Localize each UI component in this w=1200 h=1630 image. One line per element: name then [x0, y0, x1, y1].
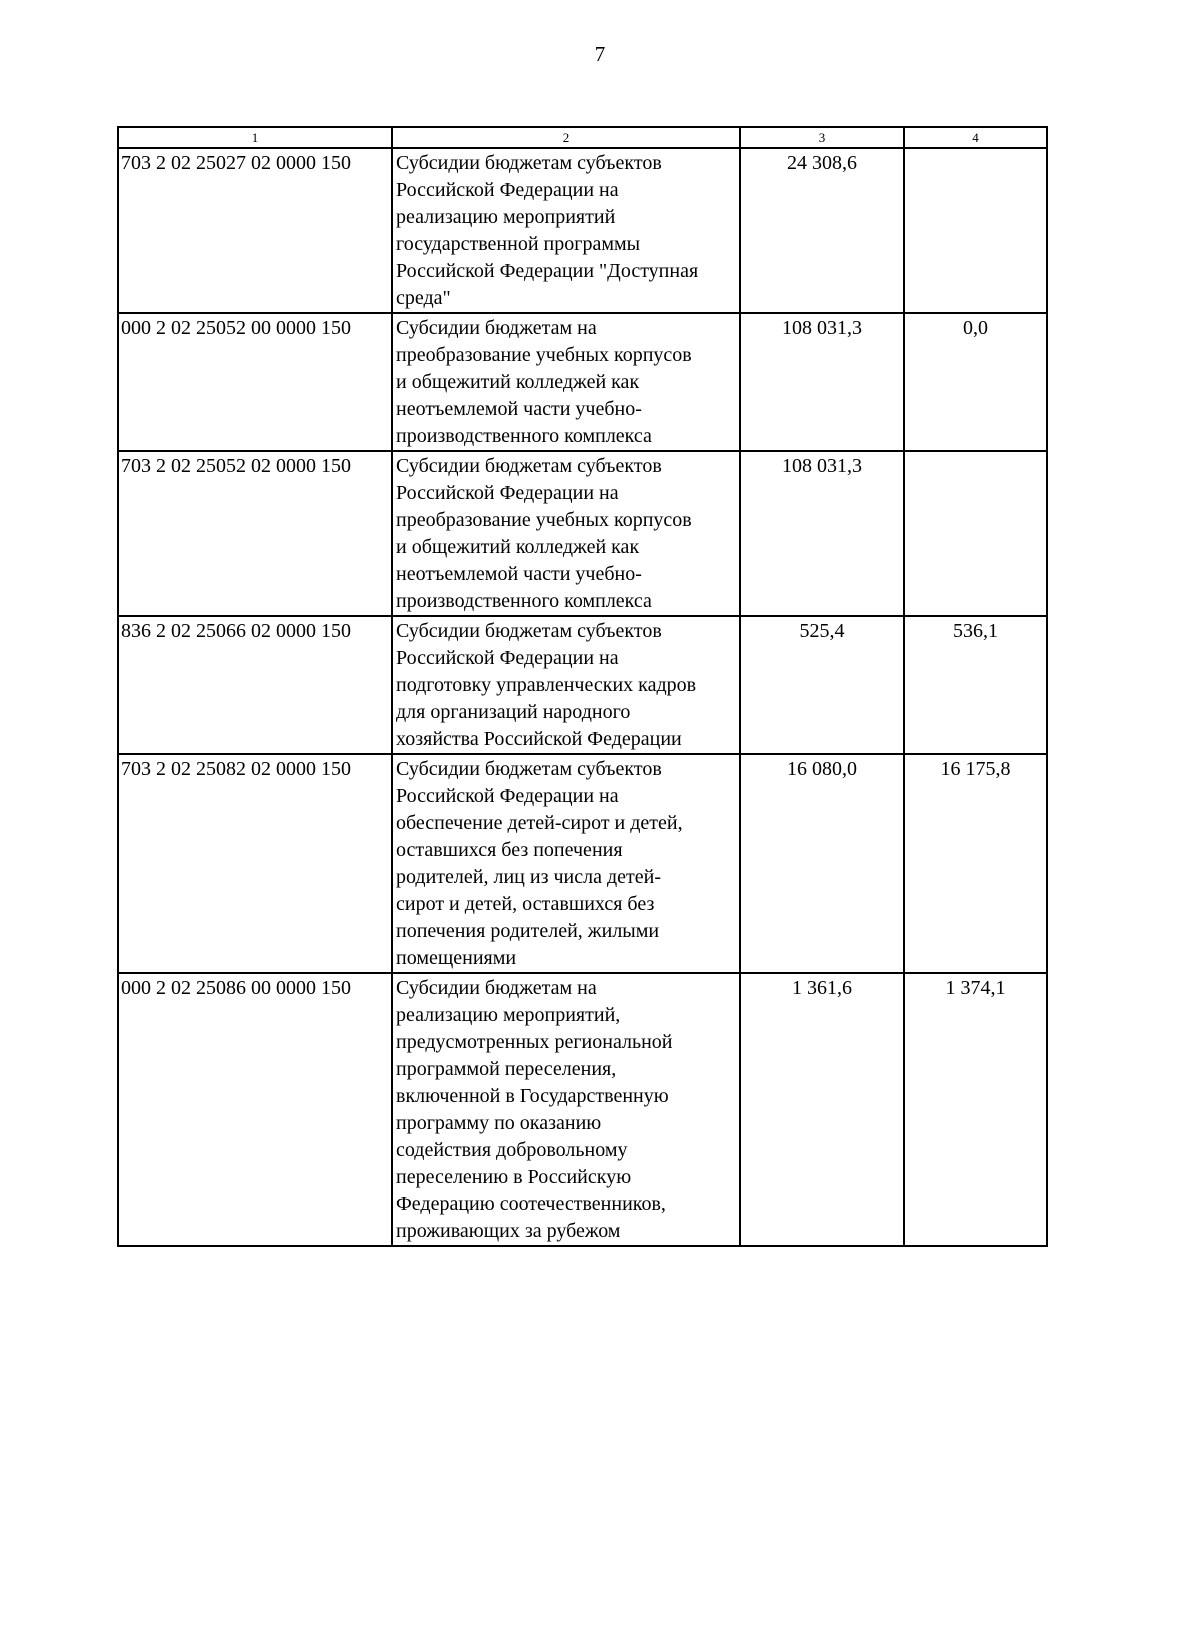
description-line: родителей, лиц из числа детей-: [396, 866, 661, 888]
description-line: хозяйства Российской Федерации: [396, 728, 682, 750]
table-row: [118, 148, 1047, 313]
row-description: [392, 754, 740, 973]
description-line: производственного комплекса: [396, 590, 652, 612]
description-line: Субсидии бюджетам субъектов: [396, 455, 662, 477]
row-value-col3: 525,4: [740, 616, 904, 754]
row-value-col3: 108 031,3: [740, 451, 904, 616]
description-line: Российской Федерации на: [396, 482, 619, 504]
description-line: и общежитий колледжей как: [396, 536, 640, 558]
row-value-col4: [904, 148, 1047, 313]
row-value-col4: 536,1: [904, 616, 1047, 754]
description-line: преобразование учебных корпусов: [396, 344, 692, 366]
row-value-col4: 0,0: [904, 313, 1047, 451]
row-description: [392, 313, 740, 451]
description-line: для организаций народного: [396, 701, 631, 723]
description-line: неотъемлемой части учебно-: [396, 563, 642, 585]
description-line: Субсидии бюджетам субъектов: [396, 620, 662, 642]
description-line: сирот и детей, оставшихся без: [396, 893, 655, 915]
description-line: Федерацию соотечественников,: [396, 1193, 666, 1215]
description-line: Субсидии бюджетам на: [396, 317, 597, 339]
description-line: обеспечение детей-сирот и детей,: [396, 812, 683, 834]
description-line: попечения родителей, жилыми: [396, 920, 660, 942]
row-value-col4: [904, 451, 1047, 616]
table-header-row: [118, 127, 1047, 148]
row-code: 703 2 02 25052 02 0000 150: [118, 451, 392, 616]
description-line: производственного комплекса: [396, 425, 652, 447]
table-row: [118, 616, 1047, 754]
description-line: Субсидии бюджетам субъектов: [396, 152, 662, 174]
description-line: включенной в Государственную: [396, 1085, 669, 1107]
table-row: [118, 754, 1047, 973]
description-line: неотъемлемой части учебно-: [396, 398, 642, 420]
row-code: 703 2 02 25082 02 0000 150: [118, 754, 392, 973]
budget-table: [117, 126, 1048, 1247]
description-line: Российской Федерации на: [396, 179, 619, 201]
description-line: реализацию мероприятий: [396, 206, 616, 228]
row-value-col4: 16 175,8: [904, 754, 1047, 973]
column-header: 1: [118, 127, 392, 148]
description-line: Российской Федерации "Доступная: [396, 260, 699, 282]
description-line: оставшихся без попечения: [396, 839, 623, 861]
description-line: преобразование учебных корпусов: [396, 509, 692, 531]
row-value-col3: 24 308,6: [740, 148, 904, 313]
description-line: Субсидии бюджетам на: [396, 977, 597, 999]
page-number: 7: [594, 42, 606, 66]
row-code: 000 2 02 25052 00 0000 150: [118, 313, 392, 451]
row-code: 000 2 02 25086 00 0000 150: [118, 973, 392, 1246]
description-line: содействия добровольному: [396, 1139, 628, 1161]
row-description: [392, 451, 740, 616]
table-row: [118, 451, 1047, 616]
row-code: 836 2 02 25066 02 0000 150: [118, 616, 392, 754]
table-row: [118, 973, 1047, 1246]
row-value-col3: 108 031,3: [740, 313, 904, 451]
row-code: 703 2 02 25027 02 0000 150: [118, 148, 392, 313]
row-value-col3: 16 080,0: [740, 754, 904, 973]
description-line: помещениями: [396, 947, 517, 969]
description-line: Российской Федерации на: [396, 647, 619, 669]
row-description: [392, 973, 740, 1246]
description-line: Российской Федерации на: [396, 785, 619, 807]
description-line: среда": [396, 287, 451, 309]
column-header: 4: [904, 127, 1047, 148]
description-line: переселению в Российскую: [396, 1166, 632, 1188]
table-row: [118, 313, 1047, 451]
description-line: реализацию мероприятий,: [396, 1004, 621, 1026]
column-header: 2: [392, 127, 740, 148]
description-line: проживающих за рубежом: [396, 1220, 621, 1242]
description-line: подготовку управленческих кадров: [396, 674, 697, 696]
description-line: и общежитий колледжей как: [396, 371, 640, 393]
row-value-col4: 1 374,1: [904, 973, 1047, 1246]
row-description: [392, 616, 740, 754]
row-value-col3: 1 361,6: [740, 973, 904, 1246]
column-header: 3: [740, 127, 904, 148]
description-line: предусмотренных региональной: [396, 1031, 673, 1053]
description-line: государственной программы: [396, 233, 641, 255]
row-description: [392, 148, 740, 313]
description-line: программу по оказанию: [396, 1112, 602, 1134]
description-line: Субсидии бюджетам субъектов: [396, 758, 662, 780]
description-line: программой переселения,: [396, 1058, 617, 1080]
